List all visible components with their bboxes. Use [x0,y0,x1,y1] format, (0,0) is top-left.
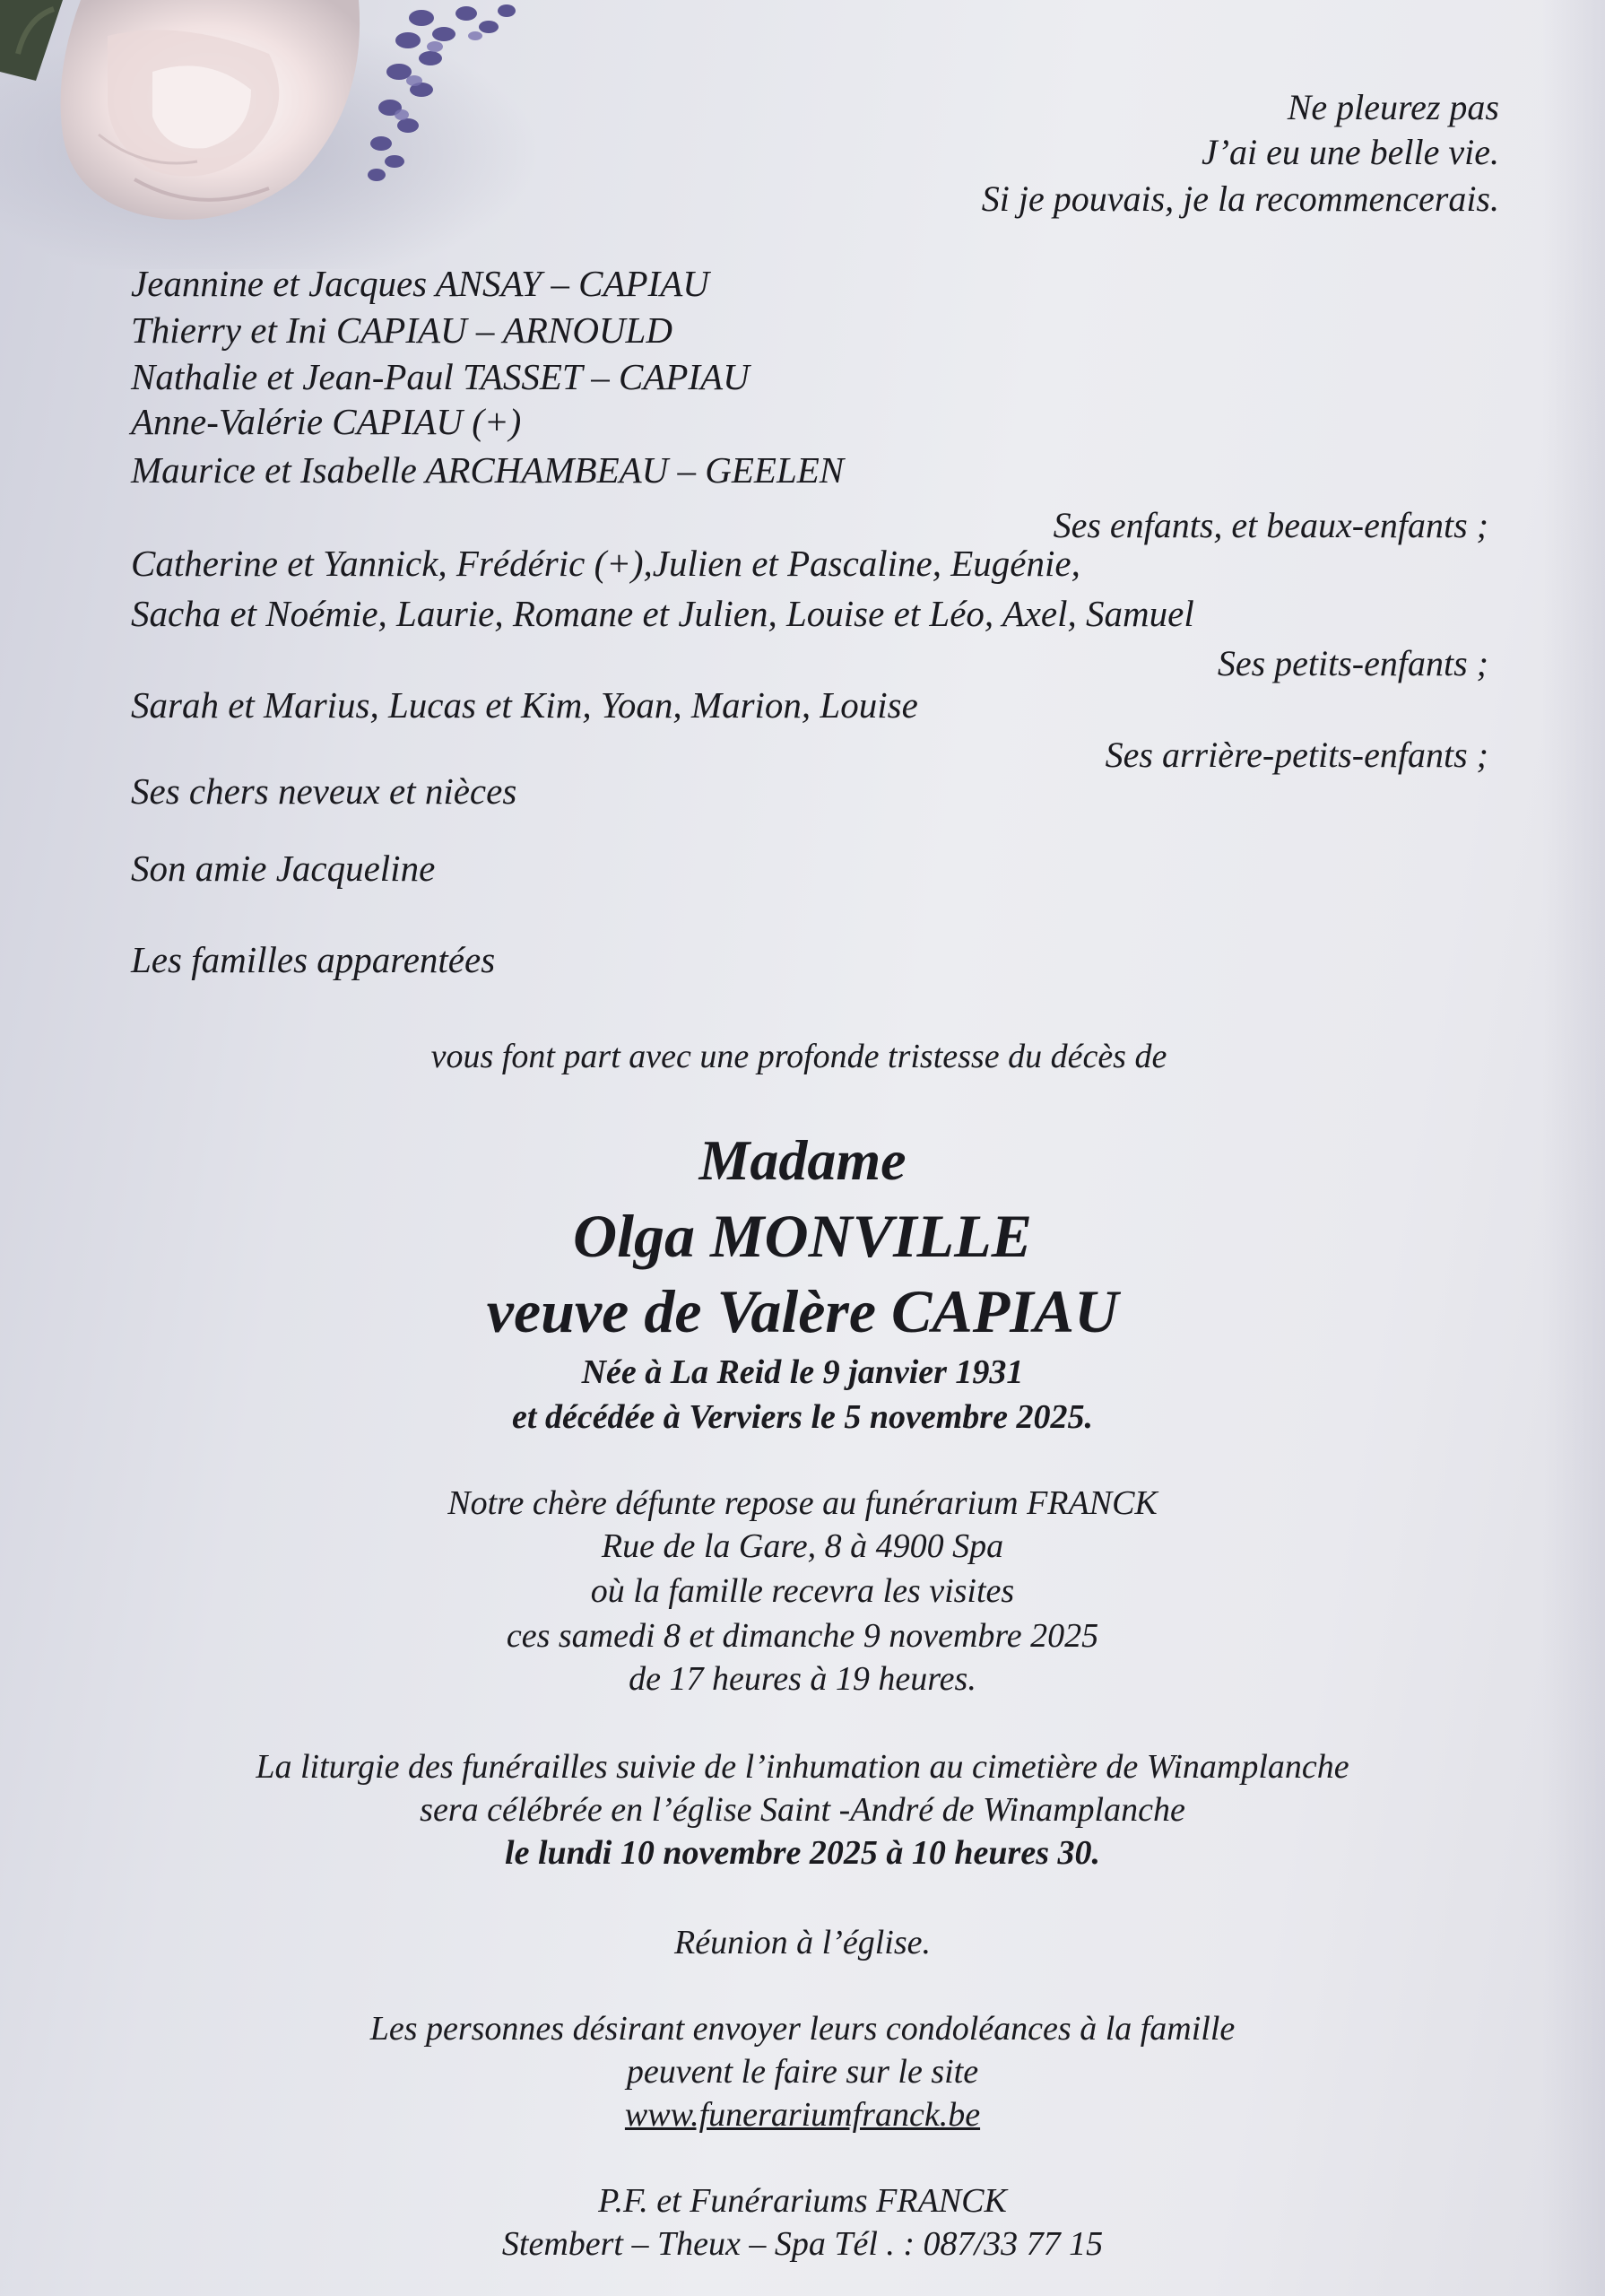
quote-line-1: Ne pleurez pas [1287,87,1499,127]
family-line: Anne-Valérie CAPIAU (+) [131,401,522,442]
deceased-name: Olga MONVILLE [573,1202,1032,1270]
quote-line-2: J’ai eu une belle vie. [1201,132,1499,172]
quote-line-3: Si je pouvais, je la recommencerais. [981,178,1499,219]
nephews-line: Ses chers neveux et nièces [131,770,517,812]
visit-line-3: où la famille recevra les visites [590,1572,1015,1610]
family-line: Thierry et Ini CAPIAU – ARNOULD [131,309,672,351]
deceased-title: Madame [698,1128,907,1192]
condolences-line-2: peuvent le faire sur le site [626,2053,979,2091]
liturgy-date: le lundi 10 novembre 2025 à 10 heures 30. [505,1834,1100,1872]
relation-great-grandchildren: Ses arrière-petits-enfants ; [1105,735,1488,775]
friend-line: Son amie Jacqueline [131,848,436,889]
grandchildren-line-1: Catherine et Yannick, Frédéric (+),Julien et Pascaline, Eugénie, [131,543,1080,584]
family-line: Maurice et Isabelle ARCHAMBEAU – GEELEN [131,449,845,491]
deceased-widow: veuve de Valère CAPIAU [486,1277,1119,1345]
meeting-line: Réunion à l’église. [674,1924,931,1961]
families-line: Les familles apparentées [131,939,496,980]
liturgy-line-1: La liturgie des funérailles suivie de l’inhumation au cimetière de Winamplanche [256,1748,1349,1786]
family-line: Jeannine et Jacques ANSAY – CAPIAU [131,263,709,304]
relation-grandchildren: Ses petits-enfants ; [1217,643,1488,683]
footer-line-1: P.F. et Funérariums FRANCK [598,2182,1007,2220]
condolences-line-1: Les personnes désirant envoyer leurs condoléances à la famille [369,2010,1236,2048]
death-line: et décédée à Verviers le 5 novembre 2025. [512,1398,1093,1436]
funerarium-website-link[interactable]: www.funerariumfranck.be [624,2096,981,2134]
visit-line-5: de 17 heures à 19 heures. [629,1660,976,1698]
great-grandchildren-line: Sarah et Marius, Lucas et Kim, Yoan, Marion, Louise [131,684,918,726]
birth-line: Née à La Reid le 9 janvier 1931 [581,1353,1024,1391]
relation-children: Ses enfants, et beaux-enfants ; [1053,505,1488,545]
announce-line: vous font part avec une profonde tristesse du décès de [430,1038,1167,1075]
visit-line-1: Notre chère défunte repose au funérarium FRANCK [447,1484,1158,1522]
liturgy-line-2: sera célébrée en l’église Saint -André de Winamplanche [420,1791,1185,1829]
visit-line-2: Rue de la Gare, 8 à 4900 Spa [601,1527,1004,1565]
grandchildren-line-2: Sacha et Noémie, Laurie, Romane et Julien, Louise et Léo, Axel, Samuel [131,593,1194,634]
footer-contact-line: Stembert – Theux – Spa Tél . : 087/33 77 15 [501,2225,1104,2263]
visit-line-4: ces samedi 8 et dimanche 9 novembre 2025 [506,1617,1099,1655]
flower-decoration [0,0,574,269]
family-line: Nathalie et Jean-Paul TASSET – CAPIAU [131,356,750,397]
